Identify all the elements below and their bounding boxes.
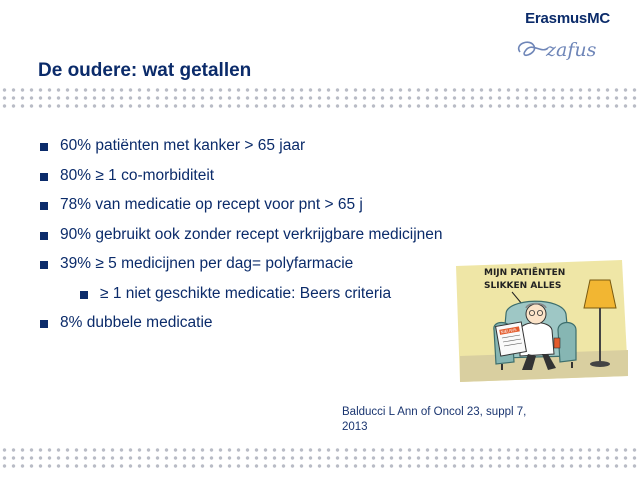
dotted-divider-bottom (0, 446, 638, 470)
square-bullet-icon (40, 232, 48, 240)
bullet-text: 90% gebruikt ook zonder recept verkrijgbare medicijnen (60, 225, 443, 243)
bullet-text: 80% ≥ 1 co-morbiditeit (60, 166, 215, 184)
logo-brand-text: ErasmusMC (525, 10, 610, 27)
cartoon-illustration (450, 258, 630, 383)
speech-line-1: MIJN PATIËNTEN (484, 268, 566, 278)
square-bullet-icon (40, 173, 48, 181)
bullet-item (40, 196, 540, 226)
square-bullet-icon (40, 202, 48, 210)
dotted-divider-top (0, 86, 638, 110)
erasmus-mc-logo (490, 10, 610, 62)
square-bullet-icon (40, 320, 48, 328)
bullet-item (40, 167, 540, 197)
bullet-text: 8% dubbele medicatie (60, 314, 213, 331)
bullet-text: 39% ≥ 5 medicijnen per dag= polyfarmacie (60, 255, 354, 272)
square-bullet-icon (40, 143, 48, 151)
bullet-text: 78% van medicatie op recept voor pnt > 65 j (60, 196, 363, 213)
bullet-text: 60% patiënten met kanker > 65 jaar (60, 137, 306, 154)
bullet-item (40, 226, 540, 256)
bullet-text: ≥ 1 niet geschikte medicatie: Beers criteria (100, 284, 392, 302)
citation-line-1: Balducci L Ann of Oncol 23, suppl 7, (342, 406, 527, 418)
citation (342, 405, 592, 435)
logo-script-text: zafus (546, 39, 597, 61)
bullet-item (40, 137, 540, 167)
newspaper (496, 322, 527, 356)
logo-script-signature (512, 32, 610, 64)
citation-line-2: 2013 (342, 421, 368, 433)
square-bullet-icon (40, 261, 48, 269)
square-bullet-icon (80, 291, 88, 299)
slide-title: De oudere: wat getallen (38, 60, 252, 81)
pill-bottle (554, 338, 560, 348)
newspaper-headline: NIEUWS (500, 326, 517, 335)
speech-line-2: SLIKKEN ALLES (484, 281, 562, 291)
